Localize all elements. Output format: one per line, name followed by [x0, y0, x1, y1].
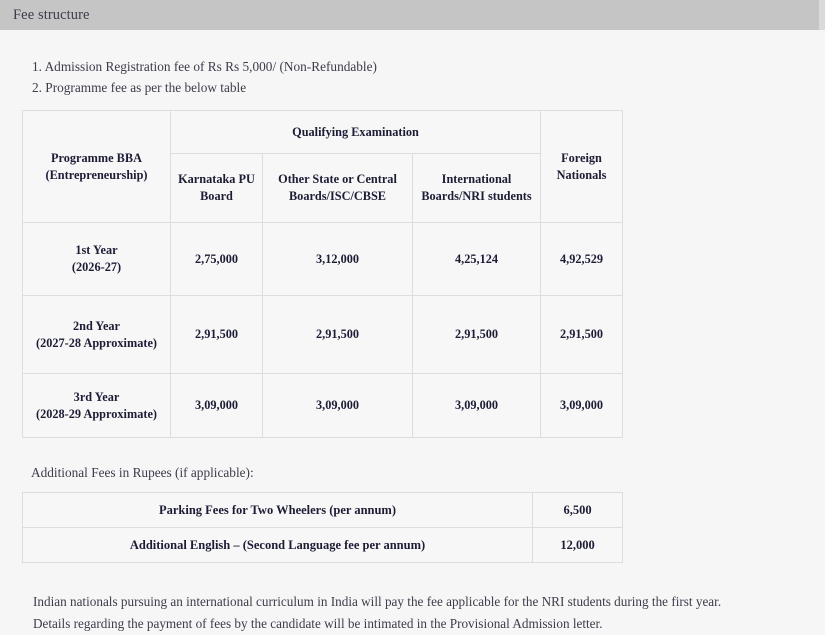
- footnote-line-2: Details regarding the payment of fees by the candidate will be intimated in the Provisional Admission letter.: [33, 616, 603, 631]
- programme-fee-table: [22, 110, 623, 438]
- fee-table-head: [23, 111, 623, 223]
- cell-year3-karnataka: 3,09,000: [171, 374, 263, 438]
- additional-fees-table: [22, 492, 623, 563]
- header-karnataka-pu-board: [171, 154, 263, 223]
- cell-year3-other-state: 3,09,000: [263, 374, 413, 438]
- year-3-period: (2028-29 Approximate): [35, 406, 158, 421]
- cell-year3-foreign: 3,09,000: [541, 374, 623, 438]
- addl-value-parking: 6,500: [533, 493, 623, 528]
- year-2-period: (2027-28 Approximate): [35, 335, 158, 350]
- year-3-name: 3rd Year: [73, 389, 120, 404]
- cell-year2-international: 2,91,500: [413, 296, 541, 374]
- fee-table-body: [23, 223, 623, 438]
- addl-label-english: Additional English – (Second Language fee per annum): [23, 528, 533, 563]
- header-programme-line1: Programme BBA: [51, 150, 142, 165]
- intro-item-2: 2. Programme fee as per the below table: [32, 80, 247, 95]
- page-title: Fee structure: [13, 6, 90, 23]
- additional-fees-body: [23, 493, 623, 563]
- intro-item-1: 1. Admission Registration fee of Rs Rs 5,000/ (Non-Refundable): [32, 59, 377, 74]
- header-foreign-line2: Nationals: [556, 167, 607, 182]
- cell-year1-foreign: 4,92,529: [541, 223, 623, 296]
- row-label-year-3: [23, 374, 171, 438]
- table-row: [23, 296, 623, 374]
- header-kpu-line2: Board: [200, 189, 233, 203]
- fee-table-container: [22, 110, 622, 438]
- table-header-row-1: [23, 111, 623, 154]
- table-row: [23, 528, 623, 563]
- header-programme: [23, 111, 171, 223]
- cell-year1-international: 4,25,124: [413, 223, 541, 296]
- row-label-year-1: [23, 223, 171, 296]
- header-intl-line1: International: [441, 172, 512, 186]
- intro-list: [0, 30, 825, 98]
- row-label-year-2: [23, 296, 171, 374]
- header-other-state-central: [263, 154, 413, 223]
- cell-year2-foreign: 2,91,500: [541, 296, 623, 374]
- table-row: [23, 223, 623, 296]
- cell-year1-karnataka: 2,75,000: [171, 223, 263, 296]
- content-area: [0, 30, 825, 635]
- header-other-line1: Other State or Central: [278, 172, 397, 186]
- header-programme-line2: (Entrepreneurship): [45, 167, 148, 182]
- cell-year2-other-state: 2,91,500: [263, 296, 413, 374]
- additional-fees-table-container: [22, 492, 825, 563]
- year-1-period: (2026-27): [71, 260, 122, 274]
- header-kpu-line1: Karnataka PU: [178, 172, 255, 186]
- table-row: [23, 374, 623, 438]
- year-1-name: 1st Year: [75, 243, 118, 257]
- cell-year1-other-state: 3,12,000: [263, 223, 413, 296]
- cell-year3-international: 3,09,000: [413, 374, 541, 438]
- year-2-name: 2nd Year: [72, 318, 121, 333]
- header-qualifying-examination: Qualifying Examination: [171, 111, 541, 154]
- addl-label-parking: Parking Fees for Two Wheelers (per annum): [23, 493, 533, 528]
- header-intl-line2: Boards/NRI students: [421, 189, 532, 203]
- header-international-nri: [413, 154, 541, 223]
- header-foreign-line1: Foreign: [561, 150, 602, 165]
- additional-fees-label: Additional Fees in Rupees (if applicable):: [31, 465, 254, 480]
- titlebar-edge-sliver: [819, 0, 825, 30]
- footnote-line-1: Indian nationals pursuing an international curriculum in India will pay the fee applicable for the NRI students during the first year.: [33, 594, 722, 609]
- addl-value-english: 12,000: [533, 528, 623, 563]
- panel-titlebar: [0, 0, 825, 30]
- header-foreign-nationals: [541, 111, 623, 223]
- table-row: [23, 493, 623, 528]
- cell-year2-karnataka: 2,91,500: [171, 296, 263, 374]
- footnote: [33, 591, 825, 635]
- header-other-line2: Boards/ISC/CBSE: [288, 189, 387, 203]
